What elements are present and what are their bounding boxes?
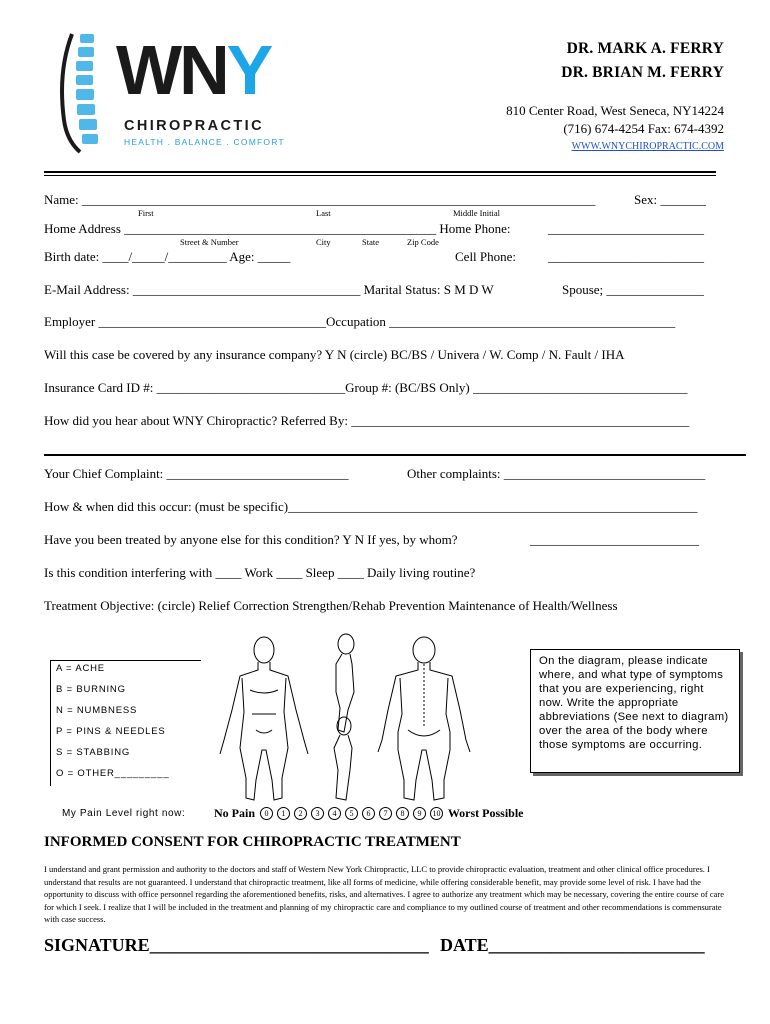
pain-scale-option[interactable]: 2 bbox=[294, 807, 307, 820]
body-diagram[interactable] bbox=[212, 630, 502, 805]
clinic-address: 810 Center Road, West Seneca, NY14224 bbox=[506, 103, 724, 118]
pain-level-label: My Pain Level right now: bbox=[62, 808, 186, 819]
body-side-figure bbox=[334, 634, 354, 800]
pain-scale[interactable] bbox=[214, 806, 523, 821]
employer-occupation-field[interactable]: Employer ___________________________________Occupation ____________________________________________ bbox=[44, 314, 676, 329]
legend-item: N = NUMBNESS bbox=[56, 705, 138, 716]
treated-by-question[interactable]: Have you been treated by anyone else for this condition? Y N If yes, by whom? bbox=[44, 532, 458, 547]
body-back-figure bbox=[378, 637, 470, 800]
treatment-objective-field[interactable]: Treatment Objective: (circle) Relief Correction Strengthen/Rehab Prevention Maintenance of Health/Wellness bbox=[44, 598, 618, 613]
logo-subtitle: CHIROPRACTIC bbox=[124, 118, 264, 134]
logo bbox=[58, 30, 308, 155]
pain-scale-option[interactable]: 5 bbox=[345, 807, 358, 820]
legend-item: A = ACHE bbox=[56, 663, 105, 674]
diagram-instructions: On the diagram, please indicate where, and what type of symptoms that you are experiencing, right now. Write the appropriate abbreviations (See next to diagram) over the area of the body where those symptoms are occurring. bbox=[530, 649, 740, 773]
legend-item: O = OTHER_________ bbox=[56, 768, 170, 779]
legend-item: B = BURNING bbox=[56, 684, 126, 695]
referral-field[interactable]: How did you hear about WNY Chiropractic? Referred By: ____________________________________________________ bbox=[44, 413, 690, 428]
home-address-field[interactable]: Home Address ________________________________________________ Home Phone: bbox=[44, 221, 511, 236]
pain-scale-max-label: Worst Possible bbox=[447, 806, 524, 820]
name-field[interactable]: Name: _______________________________________________________________________________ bbox=[44, 192, 596, 207]
address-zip-caption: Zip Code bbox=[407, 237, 439, 247]
date-field[interactable]: DATE________________________ bbox=[440, 935, 705, 955]
pain-scale-option[interactable]: 6 bbox=[362, 807, 375, 820]
address-city-caption: City bbox=[316, 237, 331, 247]
logo-wordmark: WNY bbox=[116, 31, 271, 109]
cell-phone-label: Cell Phone: bbox=[455, 249, 517, 264]
doctor-name-2: DR. BRIAN M. FERRY bbox=[561, 64, 724, 81]
body-front-figure bbox=[220, 637, 308, 800]
pain-scale-options[interactable] bbox=[258, 806, 445, 820]
consent-body: I understand and grant permission and authority to the doctors and staff of Western New York Chiropractic, LLC to provide chiropractic evaluation, treatment and other clinical office procedures. I understand that results are not guaranteed. I understand that chiropractic treatment, like all forms of medicine, while offering considerable benefit, may provide some level of risk. I have had the opportunity to discuss with office personnel regarding the aforementioned benefits, risks, and alternatives. I agree to authorize any treatment which may be necessary, covering the entire course of care for which I seek. I realize that I will be included in the treatment and planning of my chiropractic care and compliance to my outlined course of treatment and other recommendations is commensurate with case success. bbox=[44, 864, 724, 924]
pain-scale-option[interactable]: 8 bbox=[396, 807, 409, 820]
interfering-field[interactable]: Is this condition interfering with ____ Work ____ Sleep ____ Daily living routine? bbox=[44, 565, 476, 580]
pain-scale-min-label: No Pain bbox=[214, 806, 256, 820]
legend-item: S = STABBING bbox=[56, 747, 131, 758]
pain-scale-option[interactable]: 7 bbox=[379, 807, 392, 820]
email-marital-field[interactable]: E-Mail Address: ___________________________________ Marital Status: S M D W bbox=[44, 282, 494, 297]
spine-icon bbox=[58, 30, 108, 155]
section-divider bbox=[44, 454, 746, 456]
clinic-website-link[interactable]: WWW.WNYCHIROPRACTIC.COM bbox=[571, 141, 724, 152]
pain-scale-option[interactable]: 0 bbox=[260, 807, 273, 820]
legend-item: P = PINS & NEEDLES bbox=[56, 726, 166, 737]
cell-phone-field[interactable]: ________________________ bbox=[548, 249, 704, 264]
pain-scale-option[interactable]: 9 bbox=[413, 807, 426, 820]
address-state-caption: State bbox=[362, 237, 379, 247]
header-divider-thin bbox=[44, 175, 716, 176]
name-last-caption: Last bbox=[316, 208, 331, 218]
pain-scale-option[interactable]: 10 bbox=[430, 807, 443, 820]
insurance-id-field[interactable]: Insurance Card ID #: _____________________________Group #: (BC/BS Only) _________________________________ bbox=[44, 380, 688, 395]
how-when-field[interactable]: How & when did this occur: (must be specific)_______________________________________________________________ bbox=[44, 499, 698, 514]
pain-scale-option[interactable]: 3 bbox=[311, 807, 324, 820]
chief-complaint-field[interactable]: Your Chief Complaint: ____________________________ bbox=[44, 466, 349, 481]
other-complaints-field[interactable]: Other complaints: _______________________________ bbox=[407, 466, 706, 481]
name-middle-caption: Middle Initial bbox=[453, 208, 500, 218]
name-first-caption: First bbox=[138, 208, 154, 218]
sex-field[interactable]: Sex: _______ bbox=[634, 192, 706, 207]
consent-title: INFORMED CONSENT FOR CHIROPRACTIC TREATMENT bbox=[44, 834, 461, 850]
doctor-name-1: DR. MARK A. FERRY bbox=[566, 40, 724, 57]
spouse-field[interactable]: Spouse; _______________ bbox=[562, 282, 704, 297]
insurance-question[interactable]: Will this case be covered by any insurance company? Y N (circle) BC/BS / Univera / W. Comp / N. Fault / IHA bbox=[44, 347, 625, 362]
logo-tagline: HEALTH . BALANCE . COMFORT bbox=[124, 137, 285, 147]
treated-by-field[interactable]: __________________________ bbox=[530, 532, 699, 547]
home-phone-field[interactable]: ________________________ bbox=[548, 221, 704, 236]
birth-date-field[interactable]: Birth date: ____/_____/_________ Age: _____ bbox=[44, 249, 291, 264]
header-divider bbox=[44, 171, 716, 173]
address-street-caption: Street & Number bbox=[180, 237, 239, 247]
pain-scale-option[interactable]: 4 bbox=[328, 807, 341, 820]
signature-field[interactable]: SIGNATURE_______________________________ bbox=[44, 935, 429, 955]
pain-scale-option[interactable]: 1 bbox=[277, 807, 290, 820]
clinic-phone-fax: (716) 674-4254 Fax: 674-4392 bbox=[563, 121, 724, 136]
